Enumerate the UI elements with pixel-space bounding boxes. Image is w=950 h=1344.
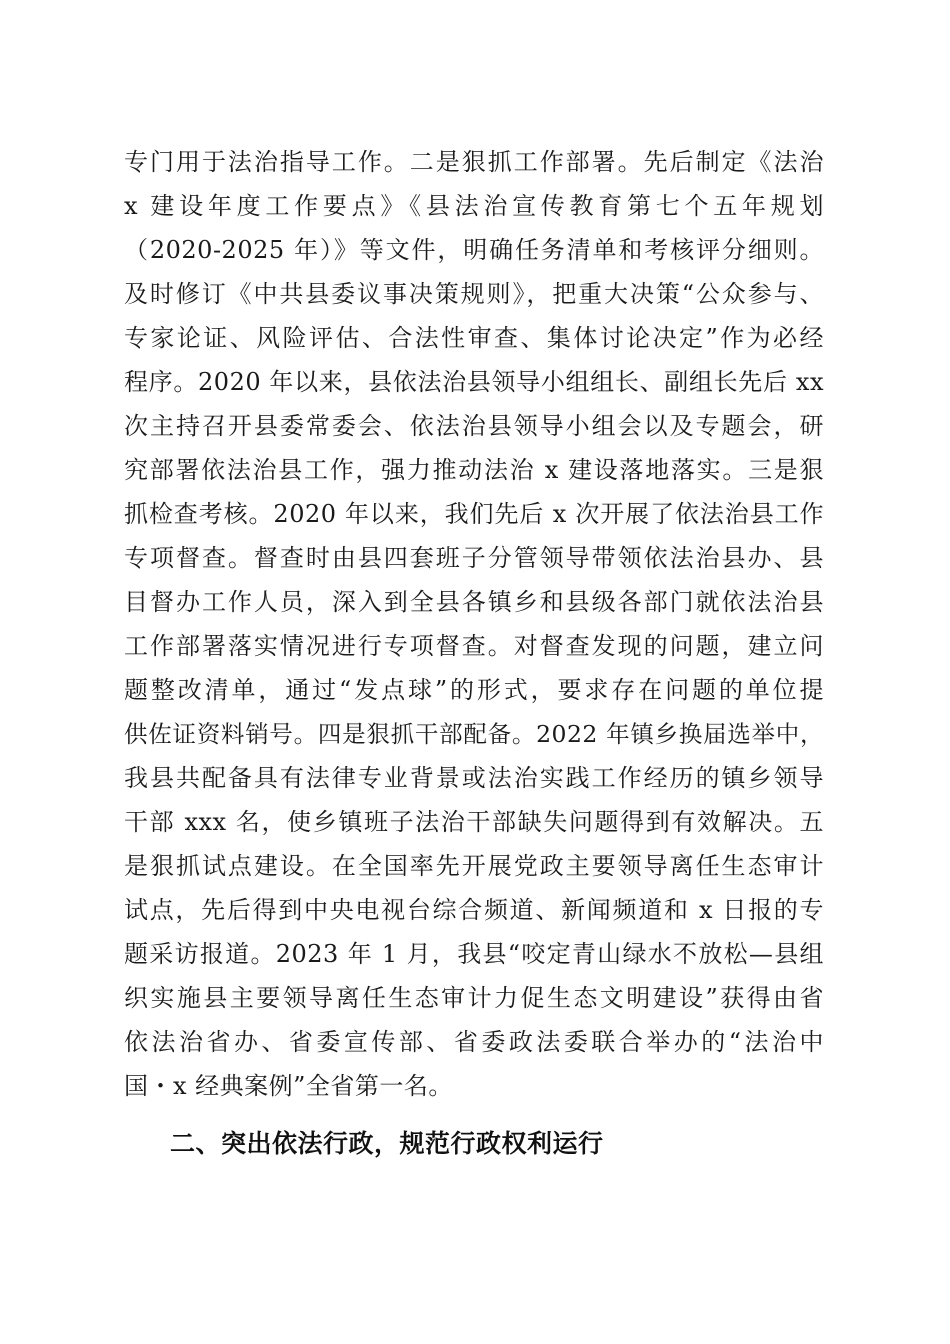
paragraph-line: 题采访报道。2023 年 1 月，我县“咬定青山绿水不放松—县组 <box>124 940 824 968</box>
paragraph-line: 次主持召开县委常委会、依法治县领导小组会以及专题会，研 <box>124 412 824 440</box>
paragraph-line: 及时修订《中共县委议事决策规则》，把重大决策“公众参与、 <box>124 280 824 308</box>
paragraph-line: 国・x 经典案例”全省第一名。 <box>124 1072 453 1100</box>
paragraph-line: x 建设年度工作要点》《县法治宣传教育第七个五年规划 <box>124 192 824 220</box>
paragraph-line: 题整改清单，通过“发点球”的形式，要求存在问题的单位提 <box>124 676 824 704</box>
paragraph-line: 依法治省办、省委宣传部、省委政法委联合举办的“法治中 <box>124 1028 824 1056</box>
section-heading: 二、突出依法行政，规范行政权利运行 <box>170 1129 604 1158</box>
paragraph-line: 目督办工作人员，深入到全县各镇乡和县级各部门就依法治县 <box>124 588 824 616</box>
paragraph-line: 试点，先后得到中央电视台综合频道、新闻频道和 x 日报的专 <box>124 896 824 924</box>
paragraph-line: 专家论证、风险评估、合法性审查、集体讨论决定”作为必经 <box>124 324 824 352</box>
paragraph-line: 织实施县主要领导离任生态审计力促生态文明建设”获得由省 <box>124 984 824 1012</box>
paragraph-line: 专门用于法治指导工作。二是狠抓工作部署。先后制定《法治 <box>124 148 824 176</box>
paragraph-line: 究部署依法治县工作，强力推动法治 x 建设落地落实。三是狠 <box>124 456 824 484</box>
paragraph-line: 供佐证资料销号。四是狠抓干部配备。2022 年镇乡换届选举中， <box>124 720 824 748</box>
paragraph-line: 工作部署落实情况进行专项督查。对督查发现的问题，建立问 <box>124 632 824 660</box>
paragraph-line: 是狠抓试点建设。在全国率先开展党政主要领导离任生态审计 <box>124 852 824 880</box>
paragraph-line: 我县共配备具有法律专业背景或法治实践工作经历的镇乡领导 <box>124 764 824 792</box>
paragraph-line: 干部 xxx 名，使乡镇班子法治干部缺失问题得到有效解决。五 <box>124 808 824 836</box>
paragraph-line: 程序。2020 年以来，县依法治县领导小组组长、副组长先后 xx <box>124 368 824 396</box>
body-paragraph <box>124 140 824 1108</box>
paragraph-line: 抓检查考核。2020 年以来，我们先后 x 次开展了依法治县工作 <box>124 500 824 528</box>
paragraph-line: 专项督查。督查时由县四套班子分管领导带领依法治县办、县 <box>124 544 824 572</box>
paragraph-line: （2020-2025 年）》等文件，明确任务清单和考核评分细则。 <box>124 236 824 264</box>
